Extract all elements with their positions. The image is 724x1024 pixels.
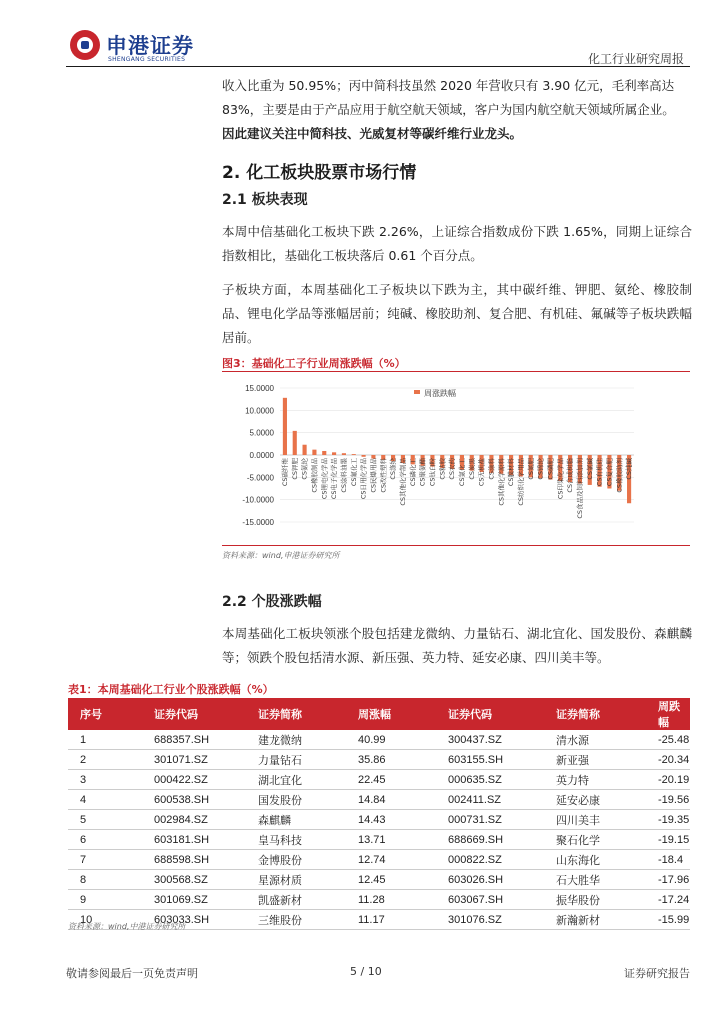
x-category-label: CS氮肥 <box>526 458 535 480</box>
x-category-label: CS涂料 <box>487 458 496 480</box>
cell-gain-code: 688598.SH <box>142 850 246 870</box>
cell-gain-pct: 40.99 <box>346 730 436 750</box>
brand-name-en: SHENGANG SECURITIES <box>108 56 186 63</box>
table-title: 表1：本周基础化工行业个股涨跌幅（%） <box>68 683 274 696</box>
x-category-label: CS粘胶 <box>438 458 447 480</box>
x-category-label: CS聚氨酯 <box>418 458 427 487</box>
cell-loss-pct: -20.19 <box>646 770 690 790</box>
cell-loss-pct: -25.48 <box>646 730 690 750</box>
section-2-2-title: 2.2 个股涨跌幅 <box>222 594 322 610</box>
chart-bar <box>322 451 326 455</box>
chart-bar <box>342 453 346 455</box>
col-header-index: 序号 <box>68 698 142 730</box>
cell-index: 2 <box>68 750 142 770</box>
x-category-label: CS农药 <box>448 458 457 480</box>
chart-bar <box>312 450 316 455</box>
cell-gain-code: 300568.SZ <box>142 870 246 890</box>
x-category-label: CS纺织化学用品 <box>516 458 525 506</box>
intro-line-1: 收入比重为 50.95%；丙中简科技虽然 2020 年营收只有 3.90 亿元，毛利率高达 <box>222 78 675 93</box>
cell-loss-pct: -15.99 <box>646 910 690 930</box>
y-tick-label: 0.0000 <box>249 451 274 460</box>
table-header-row <box>68 698 690 730</box>
cell-index: 6 <box>68 830 142 850</box>
x-category-label: CS有机硅 <box>595 458 604 487</box>
figure-bottom-divider <box>222 545 690 546</box>
cell-loss-name: 石大胜华 <box>544 870 646 890</box>
table-row <box>68 890 690 910</box>
cell-gain-name: 国发股份 <box>246 790 346 810</box>
cell-loss-name: 新瀚新材 <box>544 910 646 930</box>
chart-bar <box>293 431 297 455</box>
x-category-label: CS碳纤维 <box>280 458 289 487</box>
cell-loss-pct: -19.35 <box>646 810 690 830</box>
table-row <box>68 730 690 750</box>
x-category-label: CS民爆用品 <box>369 458 378 493</box>
cell-gain-code: 603033.SH <box>142 910 246 930</box>
header-divider <box>66 66 690 67</box>
table-row <box>68 870 690 890</box>
cell-gain-pct: 12.45 <box>346 870 436 890</box>
table-source: 资料来源：wind,中港证券研究所 <box>68 922 186 931</box>
cell-index: 3 <box>68 770 142 790</box>
cell-loss-name: 振华股份 <box>544 890 646 910</box>
x-category-label: CS无机盐 <box>477 458 486 487</box>
section-2-2-paragraph: 本周基础化工板块领涨个股包括建龙微纳、力量钻石、湖北宜化、国发股份、森麒麟等；领跌个股包括清水源、新压强、英力特、延安必康、四川美丰等。 <box>222 626 692 665</box>
y-tick-label: -5.0000 <box>246 473 274 483</box>
cell-loss-pct: -20.34 <box>646 750 690 770</box>
cell-loss-name: 清水源 <box>544 730 646 750</box>
cell-loss-name: 山东海化 <box>544 850 646 870</box>
stock-change-table <box>68 698 690 930</box>
cell-gain-pct: 22.45 <box>346 770 436 790</box>
figure-title: 图3：基础化工子行业周涨跌幅（%） <box>222 357 406 370</box>
cell-loss-code: 000635.SZ <box>436 770 544 790</box>
cell-loss-code: 603067.SH <box>436 890 544 910</box>
cell-index: 7 <box>68 850 142 870</box>
cell-loss-pct: -17.96 <box>646 870 690 890</box>
x-category-label: CS氯碱 <box>585 458 594 480</box>
x-category-label: CS其他化学制品 <box>398 458 407 506</box>
cell-gain-code: 600538.SH <box>142 790 246 810</box>
intro-line-2: 83%，主要是由于产品应用于航空航天领域，客户为国内航空航天领域所属企业。 <box>222 102 675 117</box>
x-category-label: CS印染化学品 <box>556 458 565 500</box>
cell-gain-name: 湖北宜化 <box>246 770 346 790</box>
intro-paragraph <box>222 74 692 146</box>
section-2-1-paragraph-2: 子板块方面，本周基础化工子板块以下跌为主，其中碳纤维、钾肥、氨纶、橡胶制品、锂电化学品等涨幅居前；纯碱、橡胶助剂、复合肥、有机硅、氟碱等子板块跌幅居前。 <box>222 282 692 345</box>
figure-top-divider <box>222 371 690 372</box>
x-category-label: CS炭黑 <box>467 458 476 480</box>
cell-loss-pct: -18.4 <box>646 850 690 870</box>
chart-bar <box>283 398 287 455</box>
cell-loss-code: 000822.SZ <box>436 850 544 870</box>
x-category-label: CS日用化学品 <box>359 458 368 500</box>
x-category-label: CS涤纶 <box>389 458 398 480</box>
cell-index: 9 <box>68 890 142 910</box>
cell-gain-code: 002984.SZ <box>142 810 246 830</box>
figure-source: 资料来源：wind,申港证券研究所 <box>222 551 340 560</box>
footer-disclaimer: 敬请参阅最后一页免责声明 <box>66 967 198 980</box>
chart-bar <box>352 454 356 455</box>
cell-gain-name: 皇马科技 <box>246 830 346 850</box>
cell-gain-name: 星源材质 <box>246 870 346 890</box>
cell-gain-code: 301071.SZ <box>142 750 246 770</box>
y-tick-label: 15.0000 <box>245 384 274 393</box>
cell-gain-name: 凯盛新材 <box>246 890 346 910</box>
x-category-label: CS氯化工 <box>457 458 466 487</box>
section-2-1-title: 2.1 板块表现 <box>222 192 308 208</box>
cell-gain-pct: 13.71 <box>346 830 436 850</box>
cell-loss-name: 聚石化学 <box>544 830 646 850</box>
table-row <box>68 830 690 850</box>
x-category-label: CS钛白粉 <box>428 458 437 487</box>
cell-loss-code: 300437.SZ <box>436 730 544 750</box>
col-header-loss-pct: 周跌幅 <box>646 698 690 730</box>
cell-loss-pct: -17.24 <box>646 890 690 910</box>
report-type: 化工行业研究周报 <box>587 52 684 66</box>
cell-loss-pct: -19.15 <box>646 830 690 850</box>
table-row <box>68 850 690 870</box>
cell-gain-code: 000422.SZ <box>142 770 246 790</box>
cell-loss-code: 603026.SH <box>436 870 544 890</box>
table-row <box>68 790 690 810</box>
section-2-1-paragraph-1: 本周中信基础化工板块下跌 2.26%，上证综合指数成份下跌 1.65%，同期上证综合指数相比，基础化工板块落后 0.61 个百分点。 <box>222 224 692 263</box>
cell-gain-name: 金博股份 <box>246 850 346 870</box>
cell-gain-code: 688357.SH <box>142 730 246 750</box>
cell-index: 4 <box>68 790 142 810</box>
x-category-label: CS食品及饲料添加剂 <box>575 458 584 519</box>
cell-index: 8 <box>68 870 142 890</box>
cell-loss-name: 延安必康 <box>544 790 646 810</box>
y-tick-label: 10.0000 <box>245 406 274 416</box>
cell-gain-pct: 35.86 <box>346 750 436 770</box>
brand-name: 申港证券 <box>106 34 194 58</box>
legend-label: 周涨跌幅 <box>424 389 456 398</box>
cell-loss-name: 英力特 <box>544 770 646 790</box>
x-category-label: CS钾肥 <box>290 458 299 480</box>
x-category-label: CS涂料油墨 <box>339 458 348 493</box>
intro-line-3: 因此建议关注中简科技、光威复材等碳纤维行业龙头。 <box>222 126 523 141</box>
x-category-label: CS锂电化学品 <box>320 458 329 500</box>
cell-loss-code: 603155.SH <box>436 750 544 770</box>
cell-gain-pct: 12.74 <box>346 850 436 870</box>
col-header-loss-name: 证券简称 <box>544 698 646 730</box>
y-tick-label: 5.0000 <box>249 428 274 438</box>
cell-gain-pct: 14.84 <box>346 790 436 810</box>
x-category-label: CS橡胶助剂 <box>615 458 624 493</box>
x-category-label: CS橡胶制品 <box>310 458 319 493</box>
x-category-label: CS氨纶 <box>300 458 309 480</box>
cell-loss-name: 四川美丰 <box>544 810 646 830</box>
legend-swatch <box>414 390 420 394</box>
page-number: 5 / 10 <box>350 965 382 978</box>
cell-loss-name: 新亚强 <box>544 750 646 770</box>
cell-gain-pct: 11.17 <box>346 910 436 930</box>
x-category-label: CS改性塑料 <box>379 458 388 493</box>
cell-gain-name: 森麒麟 <box>246 810 346 830</box>
chart-bar <box>362 455 366 457</box>
brand-logo-icon <box>70 30 100 60</box>
table-row <box>68 750 690 770</box>
cell-loss-code: 688669.SH <box>436 830 544 850</box>
sub-industry-bar-chart <box>222 376 690 542</box>
x-category-label: CS纯碱 <box>625 458 634 480</box>
x-category-label: CS合成树脂 <box>566 458 575 493</box>
cell-index: 5 <box>68 810 142 830</box>
col-header-gain-pct: 周涨幅 <box>346 698 436 730</box>
col-header-gain-code: 证券代码 <box>142 698 246 730</box>
chart-bar <box>303 445 307 455</box>
section-2-title: 2. 化工板块股票市场行情 <box>222 163 417 183</box>
cell-gain-name: 三维股份 <box>246 910 346 930</box>
cell-gain-code: 603181.SH <box>142 830 246 850</box>
y-tick-label: -10.0000 <box>242 495 274 505</box>
cell-gain-pct: 14.43 <box>346 810 436 830</box>
cell-loss-code: 002411.SZ <box>436 790 544 810</box>
y-tick-label: -15.0000 <box>242 518 274 527</box>
x-category-label: CS磷肥 <box>546 458 555 480</box>
x-category-label: CS电子化学品 <box>330 458 339 500</box>
cell-index: 10 <box>68 910 142 930</box>
x-category-label: CS复合肥 <box>605 458 614 487</box>
x-category-label: CS氟化工 <box>349 458 358 487</box>
cell-loss-code: 301076.SZ <box>436 910 544 930</box>
footer-report-label: 证券研究报告 <box>624 967 690 980</box>
cell-loss-pct: -19.56 <box>646 790 690 810</box>
table-row <box>68 810 690 830</box>
cell-loss-code: 000731.SZ <box>436 810 544 830</box>
cell-index: 1 <box>68 730 142 750</box>
col-header-gain-name: 证券简称 <box>246 698 346 730</box>
cell-gain-name: 力量钻石 <box>246 750 346 770</box>
x-category-label: CS其他化学原料 <box>497 458 506 506</box>
table-row <box>68 770 690 790</box>
x-category-label: CS膜材料 <box>507 458 516 487</box>
x-category-label: CS锦纶 <box>536 458 545 480</box>
col-header-loss-code: 证券代码 <box>436 698 544 730</box>
cell-gain-name: 建龙微纳 <box>246 730 346 750</box>
chart-bar <box>332 452 336 455</box>
cell-gain-pct: 11.28 <box>346 890 436 910</box>
cell-gain-code: 301069.SZ <box>142 890 246 910</box>
x-category-label: CS磷化工 <box>408 458 417 487</box>
